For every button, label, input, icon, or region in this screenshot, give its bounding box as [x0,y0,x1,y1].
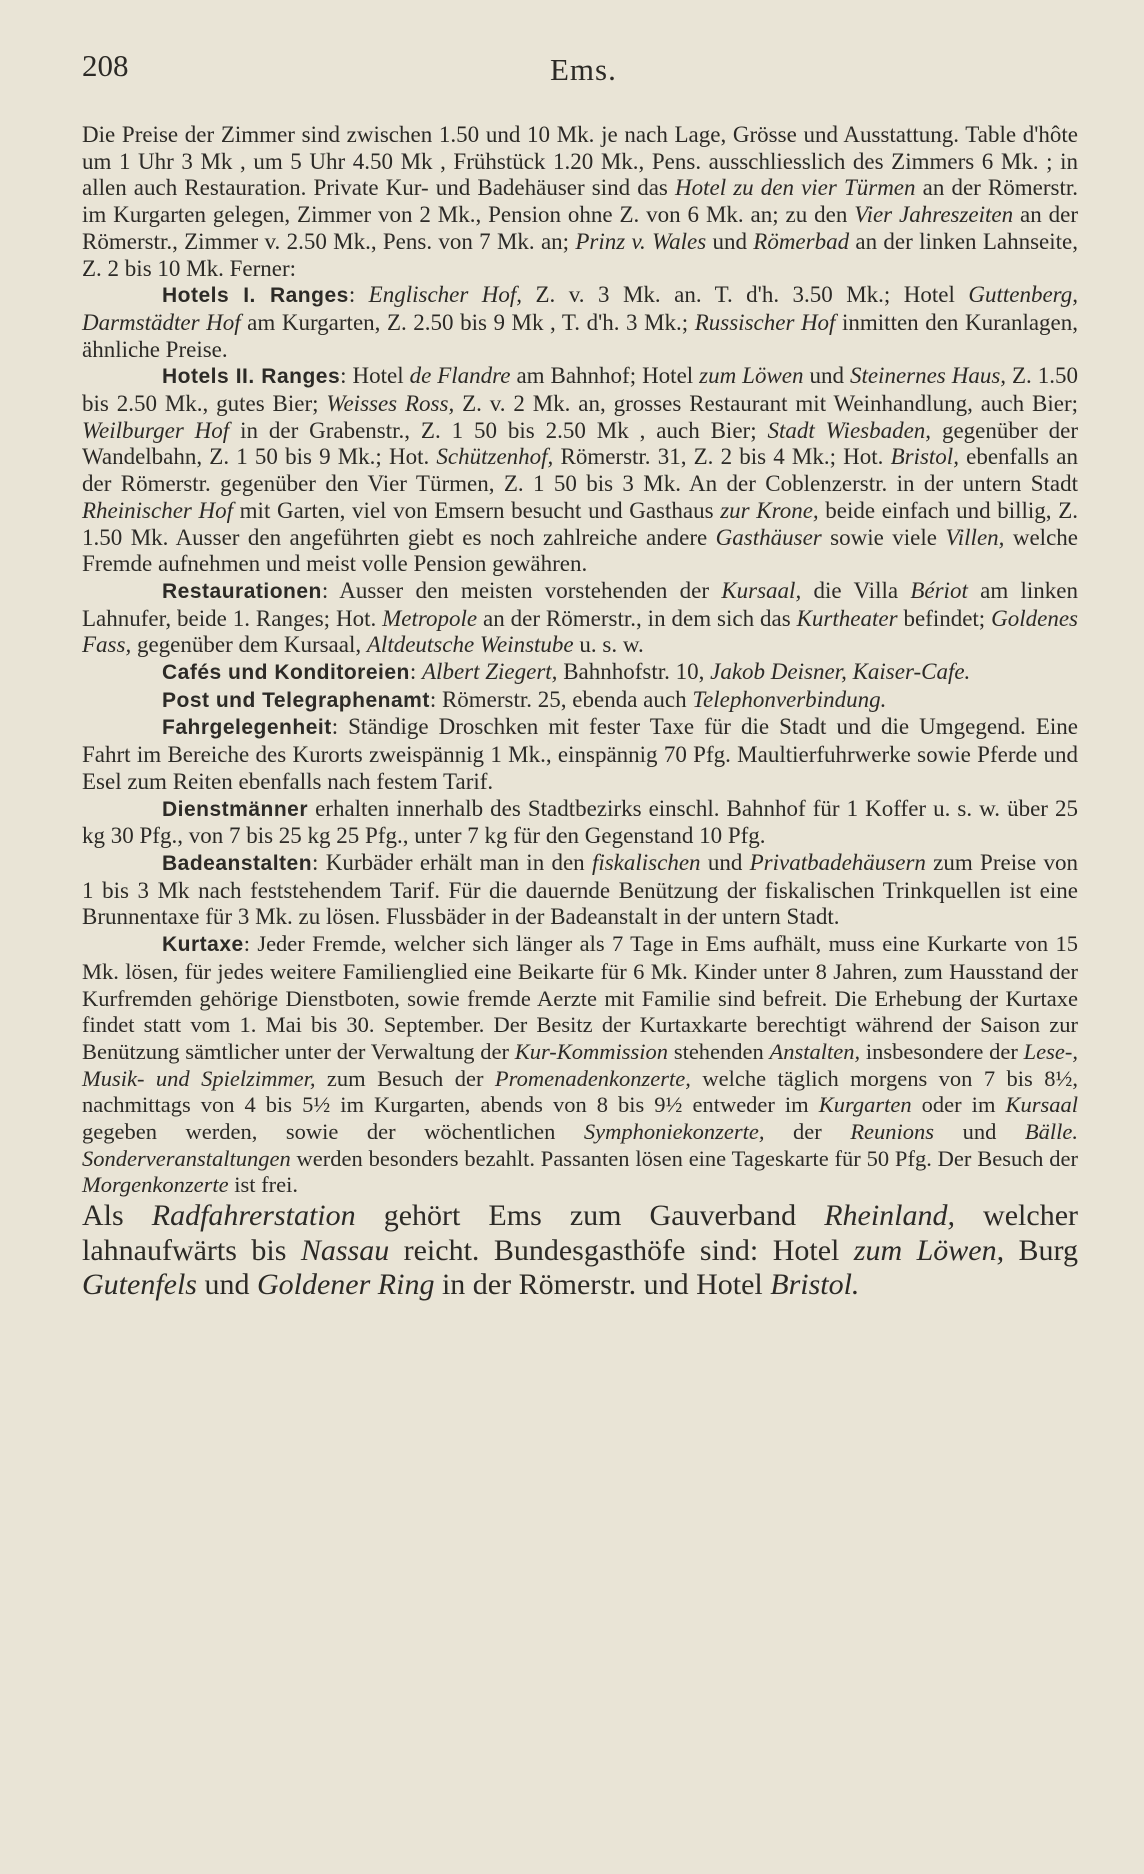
text: am Bahnhof; Hotel [510,363,700,389]
italic-term: Lese-, Musik- und Spielzimmer, [82,1038,1079,1091]
italic-term: Kur-Kommission [514,1038,669,1064]
text: zum Preise von 1 bis 3 Mk nach feststehendem Tarif. Für die dauernde Benützung der fiskalischen Trinkquellen ist eine Brunnentaxe für 3 Mk. zu lösen. Flussbäder in der Badeanstalt in der untern Stadt. [82,849,1079,930]
italic-term: Villen, [945,524,1005,550]
venue-name: Kurtheater [796,605,898,631]
italic-term: Kursaal [1005,1092,1078,1118]
section-heading: Post und Telegraphenamt [162,688,430,712]
italic-term: Gasthäuser [715,524,822,550]
venue-name: Altdeutsche Weinstube [366,632,574,658]
hotel-name: Hotel zu den vier Türmen [675,175,916,201]
text: am Kurgarten, Z. 2.50 bis 9 Mk , T. d'h. 3 Mk.; [240,309,695,335]
text: Römerstr. 31, Z. 2 bis 4 Mk.; Hot. [553,444,891,470]
venue-name: Metropole [382,605,478,631]
italic-term: Anstalten, [769,1038,861,1064]
text: erhalten innerhalb des Stadtbezirks einschl. Bahnhof für 1 Koffer u. s. w. über 25 kg 30 Pfg., von 7 bis 25 kg 25 Pfg., unter 7 kg für den Gegenstand 10 Pfg. [82,795,1078,849]
text: Bahnhofstr. 10, [557,659,711,685]
page-number: 208 [82,48,129,83]
running-title: Ems. [550,52,617,87]
text: zum Besuch der [315,1065,495,1091]
section-heading: Badeanstalten [162,851,313,875]
text: : Ständige Droschken mit fester Taxe für die Stadt und die Umgegend. Eine Fahrt im Bereiche des Kurorts zweispännig 1 Mk., einspännig 70 Pfg. Maultierfuhrwerke sowie Pferde und Esel zum Reiten ebenfalls nach festem Tarif. [82,714,1078,794]
hotel-name: Vier Jahreszeiten [854,202,1014,228]
text: und [934,1119,1025,1145]
italic-term: Nassau [300,1233,390,1267]
hotel-name: Gutenfels [82,1268,197,1302]
italic-term: Rheinland, [824,1199,955,1233]
hotel-name: Römerbad [753,228,850,254]
text: : Römerstr. 25, ebenda auch [429,686,693,712]
hotel-name: zum Löwen [699,363,804,389]
text: an der Römerstr. im Kurgarten gelegen, Zimmer von 2 Mk., Pension ohne Z. von 6 Mk. an; zu den [82,175,1078,228]
text: welcher lahnaufwärts bis [82,1199,1078,1267]
venue-name: Albert Ziegert, [422,659,558,685]
text: : [409,659,422,685]
italic-term: Radfahrerstation [151,1199,356,1233]
text: gegenüber dem Kursaal, [131,632,367,658]
paragraph-spa-tax [82,931,1078,1199]
italic-term: Reunions [850,1119,935,1145]
text: beide einfach und billig, Z. 1.50 Mk. Ausser den angeführten giebt es noch zahlreiche andere [82,497,1078,550]
hotel-name: Steinernes Haus, [849,363,1007,389]
text: mit Garten, viel von Emsern besucht und Gasthaus [233,497,721,523]
paragraph-transport [82,714,1078,795]
paragraph-baths [82,850,1078,931]
hotel-name: Englischer Hof, [368,282,523,308]
section-heading: Dienstmänner [162,797,309,821]
italic-term: Telephonverbindung. [692,686,887,712]
italic-term: Kurgarten [818,1092,912,1118]
page-body [82,122,1078,1303]
page-header [82,48,1082,98]
text: : Ausser den meisten vorstehenden der [321,577,722,603]
text: inmitten den Kuranlagen, ähnliche Preise. [82,309,1079,362]
text: : Jeder Fremde, welcher sich länger als 7 Tage in Ems aufhält, muss eine Kurkarte von 15 Mk. lösen, für jedes weitere Familienglied eine Beikarte für 6 Mk. Kinder unter 8 Jahren, zum Hausstand der Kurfremden gehörige Dienstboten, sowie fremde Aerzte mit Familie sind befreit. Die Erhebung der Kurtaxe findet statt vom 1. Mai bis 30. September. Der Besitz der Kurtaxkarte berechtigt während der Saison zur Benützung sämtlicher unter der Verwaltung der [82,931,1078,1064]
hotel-name: zur Krone, [720,497,819,523]
hotel-name: Guttenberg, Darmstädter Hof [82,282,1079,335]
text: u. s. w. [573,632,644,658]
text: der [764,1119,851,1145]
text: und [700,849,750,875]
text: sowie viele [821,524,946,550]
paragraph-porters [82,796,1078,850]
text: werden besonders bezahlt. Passanten lösen eine Tageskarte für 50 Pfg. Der Besuch der [290,1145,1078,1171]
section-heading: Hotels II. Ranges [162,365,341,389]
hotel-name: Stadt Wiesbaden, [767,417,932,443]
venue-name: Goldenes Fass, [82,605,1078,658]
text: : Kurbäder erhält man in den [312,849,592,875]
text: insbesondere der [860,1038,1024,1064]
text: welche Fremde aufnehmen und meist volle Pension gewähren. [82,524,1078,577]
text: ebenfalls an der Römerstr. gegenüber den Vier Türmen, Z. 1 50 bis 3 Mk. An der Coblenzerstr. in der untern Stadt [82,444,1078,497]
italic-term: Symphoniekonzerte, [583,1119,765,1145]
text: ist frei. [228,1172,298,1198]
text: : [348,282,369,308]
hotel-name: Goldener Ring [256,1268,435,1302]
text: oder im [911,1092,1006,1118]
text: Z. 1.50 bis 2.50 Mk., gutes Bier; [82,363,1079,417]
italic-term: Morgenkonzerte [82,1172,229,1198]
text: gehört Ems zum Gauverband [355,1199,825,1233]
text: reicht. Bundesgasthöfe sind: Hotel [389,1233,854,1267]
section-heading: Kurtaxe [162,933,244,957]
paragraph-cafes [82,659,1078,687]
text: an der linken Lahnseite, Z. 2 bis 10 Mk. Ferner: [82,228,1079,281]
section-heading: Cafés und Konditoreien [162,661,410,685]
text: an der Römerstr., in dem sich das [477,605,797,631]
paragraph-post-office [82,687,1078,715]
text: Z. v. 3 Mk. an. T. d'h. 3.50 Mk.; Hotel [522,282,969,308]
venue-name: Jakob Deisner, Kaiser-Cafe. [710,659,971,685]
text: welche täglich morgens von 7 bis 8½, nachmittags von 4 bis 5½ im Kurgarten, abends von 8 bis 9½ entweder im [82,1065,1078,1118]
paragraph-hotels-first-rank [82,282,1078,363]
italic-term: Promenadenkonzerte, [494,1065,691,1091]
hotel-name: Bristol. [770,1268,860,1302]
section-heading: Restaurationen [162,579,322,603]
venue-name: Kursaal, [721,577,802,603]
hotel-name: Rheinischer Hof [82,497,234,523]
italic-term: fiskalischen [591,849,701,875]
text: die Villa [801,577,911,603]
paragraph-hotels-second-rank [82,363,1078,578]
text: befindet; [897,605,992,631]
hotel-name: Weilburger Hof [82,417,230,443]
text: in der Grabenstr., Z. 1 50 bis 2.50 Mk , auch Bier; [229,417,768,443]
section-heading: Hotels I. Ranges [162,284,349,308]
hotel-name: Schützenhof, [436,444,554,470]
hotel-name: de Flandre [409,363,511,389]
text: in der Römerstr. und Hotel [434,1268,771,1302]
paragraph-cycling-station [82,1199,1078,1303]
text: und [803,363,850,389]
text: an der Römerstr., Zimmer v. 2.50 Mk., Pens. von 7 Mk. an; [82,202,1078,254]
text: gegeben werden, sowie der wöchentlichen [82,1119,584,1145]
hotel-name: Prinz v. Wales [575,228,707,254]
hotel-name: Russischer Hof [694,309,836,335]
text: Burg [1004,1233,1078,1267]
text: Z. v. 2 Mk. an, grosses Restaurant mit Weinhandlung, auch Bier; [454,391,1078,417]
venue-name: Bériot [910,577,968,603]
paragraph-prices [82,122,1078,282]
text: stehenden [668,1038,770,1064]
text: am linken Lahnufer, beide 1. Ranges; Hot. [82,577,1078,631]
italic-term: Privatbadehäusern [749,849,926,875]
text: : Hotel [340,363,410,389]
section-heading: Fahrgelegenheit [162,716,332,740]
hotel-name: Bristol, [890,444,959,470]
text: und [706,228,754,254]
text: und [196,1268,257,1302]
text: Als [82,1199,152,1233]
italic-term: Bälle. Sonderveranstaltungen [82,1119,1078,1171]
hotel-name: Weisses Ross, [326,391,455,417]
text: gegenüber der Wandelbahn, Z. 1 50 bis 9 Mk.; Hot. [82,417,1079,470]
text: Die Preise der Zimmer sind zwischen 1.50 und 10 Mk. je nach Lage, Grösse und Ausstattung. Table d'hôte um 1 Uhr 3 Mk , um 5 Uhr 4.50 Mk , Frühstück 1.20 Mk., Pens. ausschliesslich des Zimmers 6 Mk. ; in allen auch Restauration. Private Kur- und Badehäuser sind das [82,122,1078,201]
paragraph-restaurants [82,578,1078,659]
hotel-name: zum Löwen, [853,1233,1005,1267]
